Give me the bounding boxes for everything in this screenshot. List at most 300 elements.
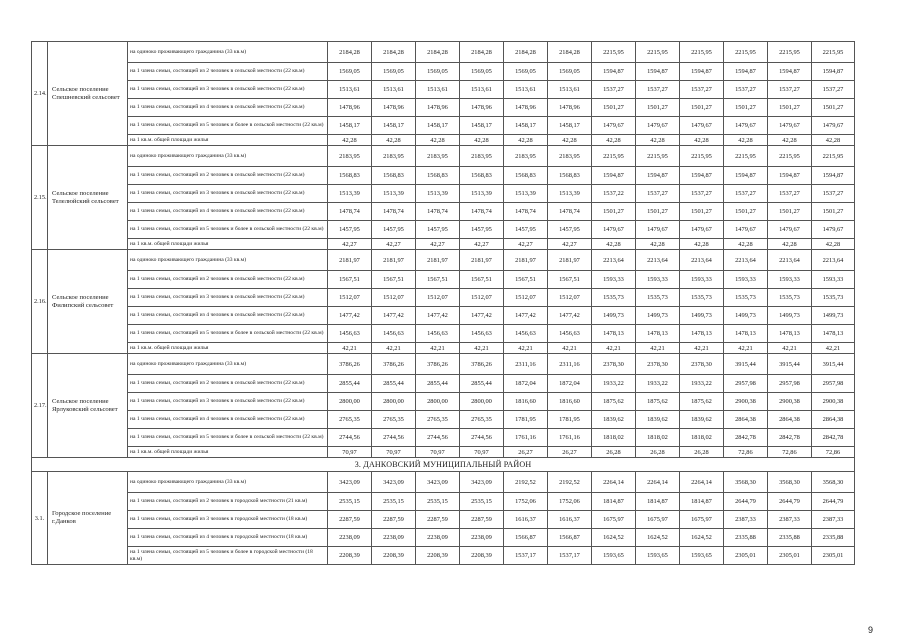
value-cell: 2215,95 — [812, 146, 855, 167]
value-cell: 1501,27 — [812, 99, 855, 117]
value-cell: 2183,95 — [460, 146, 504, 167]
value-cell: 2184,28 — [328, 42, 372, 63]
value-cell: 2238,09 — [372, 529, 416, 547]
row-description: на 1 члена семьи, состоящей из 4 человек в сельской местности (22 кв.м) — [128, 411, 328, 429]
value-cell: 1675,97 — [636, 511, 680, 529]
value-cell: 1839,62 — [680, 411, 724, 429]
value-cell: 1569,05 — [416, 63, 460, 81]
value-cell: 1456,63 — [372, 325, 416, 343]
value-cell: 1567,51 — [548, 271, 592, 289]
value-cell: 1593,33 — [812, 271, 855, 289]
value-cell: 2387,33 — [724, 511, 768, 529]
value-cell: 1535,73 — [636, 289, 680, 307]
value-cell: 2644,79 — [724, 493, 768, 511]
value-cell: 1593,33 — [680, 271, 724, 289]
row-description: на 1 члена семьи, состоящей из 2 человек в городской местности (21 кв.м) — [128, 493, 328, 511]
row-description: на 1 члена семьи, состоящей из 2 человек в сельской местности (22 кв.м) — [128, 375, 328, 393]
value-cell: 2744,56 — [416, 429, 460, 447]
value-cell: 1477,42 — [328, 307, 372, 325]
value-cell: 2842,78 — [812, 429, 855, 447]
value-cell: 2181,97 — [328, 250, 372, 271]
value-cell: 42,21 — [416, 343, 460, 354]
value-cell: 1569,05 — [460, 63, 504, 81]
value-cell: 1458,17 — [460, 117, 504, 135]
value-cell: 1594,87 — [636, 63, 680, 81]
value-cell: 2208,39 — [372, 547, 416, 565]
value-cell: 70,97 — [328, 447, 372, 458]
value-cell: 26,27 — [548, 447, 592, 458]
value-cell: 2183,95 — [504, 146, 548, 167]
row-number: 2.16. — [32, 250, 48, 354]
value-cell: 1477,42 — [416, 307, 460, 325]
value-cell: 72,86 — [768, 447, 812, 458]
tariff-table — [31, 41, 855, 565]
value-cell: 2215,95 — [680, 146, 724, 167]
value-cell: 42,21 — [636, 343, 680, 354]
table-row — [32, 429, 855, 447]
value-cell: 1479,67 — [812, 117, 855, 135]
value-cell: 2215,95 — [592, 42, 636, 63]
value-cell: 1537,27 — [636, 81, 680, 99]
value-cell: 2181,97 — [460, 250, 504, 271]
value-cell: 2842,78 — [768, 429, 812, 447]
value-cell: 1872,04 — [504, 375, 548, 393]
value-cell: 1456,63 — [328, 325, 372, 343]
value-cell: 2305,01 — [768, 547, 812, 565]
value-cell: 42,28 — [504, 135, 548, 146]
value-cell: 1537,27 — [724, 81, 768, 99]
value-cell: 1478,96 — [372, 99, 416, 117]
table-row — [32, 325, 855, 343]
value-cell: 42,28 — [724, 135, 768, 146]
value-cell: 1568,83 — [372, 167, 416, 185]
value-cell: 3786,26 — [460, 354, 504, 375]
value-cell: 2842,78 — [724, 429, 768, 447]
value-cell: 1814,87 — [680, 493, 724, 511]
value-cell: 3568,30 — [768, 472, 812, 493]
value-cell: 1458,17 — [548, 117, 592, 135]
value-cell: 1499,73 — [592, 307, 636, 325]
value-cell: 3915,44 — [724, 354, 768, 375]
value-cell: 1567,51 — [504, 271, 548, 289]
value-cell: 1513,61 — [504, 81, 548, 99]
value-cell: 1594,87 — [592, 167, 636, 185]
value-cell: 2765,35 — [460, 411, 504, 429]
value-cell: 2744,56 — [372, 429, 416, 447]
value-cell: 2305,01 — [724, 547, 768, 565]
table-row — [32, 117, 855, 135]
value-cell: 2215,95 — [636, 146, 680, 167]
table-row — [32, 375, 855, 393]
value-cell: 1479,67 — [636, 117, 680, 135]
value-cell: 2215,95 — [724, 42, 768, 63]
value-cell: 2192,52 — [548, 472, 592, 493]
value-cell: 26,28 — [680, 447, 724, 458]
value-cell: 1478,96 — [504, 99, 548, 117]
value-cell: 1761,16 — [504, 429, 548, 447]
value-cell: 1816,60 — [504, 393, 548, 411]
value-cell: 1478,13 — [768, 325, 812, 343]
value-cell: 1501,27 — [724, 99, 768, 117]
value-cell: 1501,27 — [636, 203, 680, 221]
value-cell: 42,27 — [504, 239, 548, 250]
value-cell: 1457,95 — [504, 221, 548, 239]
settlement-name: Сельское поселение Филипский сельсовет — [48, 250, 128, 354]
value-cell: 1593,65 — [636, 547, 680, 565]
value-cell: 1478,74 — [372, 203, 416, 221]
value-cell: 42,21 — [592, 343, 636, 354]
value-cell: 42,28 — [328, 135, 372, 146]
row-description: на 1 члена семьи, состоящей из 5 человек и более в сельской местности (22 кв.м) — [128, 221, 328, 239]
value-cell: 2264,14 — [680, 472, 724, 493]
table-row — [32, 146, 855, 167]
value-cell: 1761,16 — [548, 429, 592, 447]
value-cell: 1594,87 — [636, 167, 680, 185]
table-row — [32, 547, 855, 565]
value-cell: 1566,87 — [504, 529, 548, 547]
value-cell: 2287,59 — [328, 511, 372, 529]
value-cell: 2215,95 — [812, 42, 855, 63]
value-cell: 2864,38 — [724, 411, 768, 429]
value-cell: 1513,61 — [372, 81, 416, 99]
value-cell: 1593,33 — [724, 271, 768, 289]
value-cell: 1479,67 — [636, 221, 680, 239]
value-cell: 3786,26 — [372, 354, 416, 375]
value-cell: 2378,30 — [636, 354, 680, 375]
value-cell: 2335,88 — [812, 529, 855, 547]
table-row — [32, 411, 855, 429]
row-number: 3.1. — [32, 472, 48, 565]
value-cell: 1478,13 — [592, 325, 636, 343]
row-number: 2.17. — [32, 354, 48, 458]
value-cell: 42,28 — [680, 239, 724, 250]
value-cell: 2215,95 — [680, 42, 724, 63]
value-cell: 1569,05 — [372, 63, 416, 81]
value-cell: 1537,27 — [812, 185, 855, 203]
table-row — [32, 289, 855, 307]
value-cell: 1499,73 — [724, 307, 768, 325]
table-row — [32, 354, 855, 375]
row-description: на одиноко проживающего гражданина (33 кв.м) — [128, 472, 328, 493]
row-description: на одиноко проживающего гражданина (33 кв.м) — [128, 146, 328, 167]
value-cell: 1499,73 — [636, 307, 680, 325]
value-cell: 1537,22 — [592, 185, 636, 203]
value-cell: 42,27 — [372, 239, 416, 250]
value-cell: 70,97 — [372, 447, 416, 458]
value-cell: 2183,95 — [548, 146, 592, 167]
settlement-name: Городское поселение г.Данков — [48, 472, 128, 565]
value-cell: 42,21 — [504, 343, 548, 354]
value-cell: 2335,88 — [768, 529, 812, 547]
table-row — [32, 250, 855, 271]
value-cell: 1569,05 — [328, 63, 372, 81]
value-cell: 2213,64 — [680, 250, 724, 271]
value-cell: 3786,26 — [416, 354, 460, 375]
row-description: на 1 члена семьи, состоящей из 2 человек в сельской местности (22 кв.м) — [128, 63, 328, 81]
value-cell: 2215,95 — [592, 146, 636, 167]
value-cell: 42,28 — [548, 135, 592, 146]
value-cell: 1594,87 — [768, 167, 812, 185]
value-cell: 2765,35 — [372, 411, 416, 429]
value-cell: 1594,87 — [680, 63, 724, 81]
value-cell: 1457,95 — [460, 221, 504, 239]
value-cell: 1478,13 — [636, 325, 680, 343]
value-cell: 2957,98 — [768, 375, 812, 393]
value-cell: 2215,95 — [768, 146, 812, 167]
value-cell: 1875,62 — [680, 393, 724, 411]
value-cell: 3423,09 — [416, 472, 460, 493]
value-cell: 2215,95 — [768, 42, 812, 63]
value-cell: 1537,27 — [724, 185, 768, 203]
value-cell: 1479,67 — [724, 221, 768, 239]
value-cell: 2800,00 — [416, 393, 460, 411]
value-cell: 70,97 — [460, 447, 504, 458]
value-cell: 1537,17 — [548, 547, 592, 565]
value-cell: 1512,07 — [372, 289, 416, 307]
value-cell: 1537,27 — [592, 81, 636, 99]
value-cell: 1478,13 — [812, 325, 855, 343]
row-description: на 1 члена семьи, состоящей из 2 человек в сельской местности (22 кв.м) — [128, 271, 328, 289]
value-cell: 1535,73 — [592, 289, 636, 307]
value-cell: 1781,95 — [548, 411, 592, 429]
value-cell: 42,27 — [416, 239, 460, 250]
value-cell: 1513,61 — [548, 81, 592, 99]
value-cell: 2744,56 — [328, 429, 372, 447]
settlement-name: Сельское поселение Спешневский сельсовет — [48, 42, 128, 146]
row-description: на 1 члена семьи, состоящей из 4 человек в сельской местности (22 кв.м) — [128, 99, 328, 117]
value-cell: 1593,65 — [680, 547, 724, 565]
value-cell: 2957,98 — [724, 375, 768, 393]
value-cell: 1752,06 — [548, 493, 592, 511]
value-cell: 2181,97 — [416, 250, 460, 271]
row-description: на 1 члена семьи, состоящей из 5 человек и более в сельской местности (22 кв.м) — [128, 325, 328, 343]
value-cell: 1479,67 — [592, 221, 636, 239]
value-cell: 1616,37 — [548, 511, 592, 529]
value-cell: 42,28 — [636, 135, 680, 146]
value-cell: 3423,09 — [460, 472, 504, 493]
value-cell: 2184,28 — [372, 42, 416, 63]
value-cell: 1513,39 — [460, 185, 504, 203]
value-cell: 1457,95 — [416, 221, 460, 239]
value-cell: 1569,05 — [548, 63, 592, 81]
value-cell: 2181,97 — [504, 250, 548, 271]
value-cell: 2184,28 — [460, 42, 504, 63]
value-cell: 2213,64 — [724, 250, 768, 271]
value-cell: 1479,67 — [768, 221, 812, 239]
row-description: на 1 члена семьи, состоящей из 5 человек и более в сельской местности (22 кв.м) — [128, 117, 328, 135]
row-description: на 1 члена семьи, состоящей из 3 человек в сельской местности (22 кв.м) — [128, 81, 328, 99]
value-cell: 1513,61 — [416, 81, 460, 99]
value-cell: 1593,33 — [592, 271, 636, 289]
value-cell: 42,28 — [592, 239, 636, 250]
row-description: на 1 кв.м. общей площади жилья — [128, 343, 328, 354]
value-cell: 1624,52 — [680, 529, 724, 547]
value-cell: 1537,27 — [636, 185, 680, 203]
value-cell: 2208,39 — [416, 547, 460, 565]
value-cell: 1458,17 — [372, 117, 416, 135]
value-cell: 1513,39 — [372, 185, 416, 203]
value-cell: 2181,97 — [372, 250, 416, 271]
value-cell: 1593,33 — [768, 271, 812, 289]
row-description: на одиноко проживающего гражданина (33 кв.м) — [128, 354, 328, 375]
value-cell: 1479,67 — [724, 117, 768, 135]
value-cell: 42,28 — [812, 135, 855, 146]
table-row — [32, 511, 855, 529]
value-cell: 1933,22 — [636, 375, 680, 393]
value-cell: 72,86 — [724, 447, 768, 458]
value-cell: 42,28 — [768, 135, 812, 146]
value-cell: 1458,17 — [504, 117, 548, 135]
value-cell: 1499,73 — [812, 307, 855, 325]
value-cell: 3915,44 — [768, 354, 812, 375]
value-cell: 2800,00 — [372, 393, 416, 411]
value-cell: 1872,04 — [548, 375, 592, 393]
value-cell: 72,86 — [812, 447, 855, 458]
value-cell: 2800,00 — [328, 393, 372, 411]
value-cell: 1675,97 — [680, 511, 724, 529]
table-row — [32, 472, 855, 493]
row-description: на 1 члена семьи, состоящей из 5 человек и более в городской местности (18 кв.м) — [128, 547, 328, 565]
value-cell: 3568,30 — [724, 472, 768, 493]
value-cell: 1478,74 — [328, 203, 372, 221]
value-cell: 2208,39 — [460, 547, 504, 565]
page-number: 9 — [868, 625, 874, 635]
value-cell: 42,27 — [328, 239, 372, 250]
value-cell: 26,28 — [592, 447, 636, 458]
value-cell: 1513,61 — [460, 81, 504, 99]
value-cell: 1566,87 — [548, 529, 592, 547]
row-description: на 1 члена семьи, состоящей из 3 человек в сельской местности (22 кв.м) — [128, 185, 328, 203]
value-cell: 2264,14 — [636, 472, 680, 493]
table-row — [32, 493, 855, 511]
value-cell: 42,27 — [460, 239, 504, 250]
value-cell: 1675,97 — [592, 511, 636, 529]
value-cell: 1537,27 — [768, 81, 812, 99]
value-cell: 1457,95 — [548, 221, 592, 239]
row-description: на 1 члена семьи, состоящей из 2 человек в сельской местности (22 кв.м) — [128, 167, 328, 185]
value-cell: 42,21 — [460, 343, 504, 354]
value-cell: 2900,38 — [812, 393, 855, 411]
value-cell: 1478,74 — [548, 203, 592, 221]
value-cell: 1513,61 — [328, 81, 372, 99]
table-row — [32, 203, 855, 221]
value-cell: 1594,87 — [724, 63, 768, 81]
value-cell: 1499,73 — [768, 307, 812, 325]
row-description: на 1 члена семьи, состоящей из 4 человек в сельской местности (22 кв.м) — [128, 307, 328, 325]
value-cell: 1537,27 — [680, 185, 724, 203]
value-cell: 42,21 — [328, 343, 372, 354]
value-cell: 2765,35 — [328, 411, 372, 429]
table-row — [32, 447, 855, 458]
value-cell: 1594,87 — [812, 63, 855, 81]
value-cell: 2535,15 — [372, 493, 416, 511]
section-heading-row — [32, 458, 855, 472]
table-row — [32, 135, 855, 146]
value-cell: 1537,27 — [680, 81, 724, 99]
table-row — [32, 307, 855, 325]
value-cell: 2184,28 — [504, 42, 548, 63]
value-cell: 1499,73 — [680, 307, 724, 325]
row-description: на одиноко проживающего гражданина (33 кв.м) — [128, 250, 328, 271]
value-cell: 1456,63 — [548, 325, 592, 343]
value-cell: 1839,62 — [592, 411, 636, 429]
value-cell: 1479,67 — [680, 221, 724, 239]
row-description: на 1 члена семьи, состоящей из 4 человек в сельской местности (22 кв.м) — [128, 203, 328, 221]
value-cell: 1537,27 — [768, 185, 812, 203]
value-cell: 2800,00 — [460, 393, 504, 411]
table-row — [32, 343, 855, 354]
value-cell: 1839,62 — [636, 411, 680, 429]
value-cell: 42,21 — [372, 343, 416, 354]
row-number: 2.15. — [32, 146, 48, 250]
settlement-name: Сельское поселение Ярлуковский сельсовет — [48, 354, 128, 458]
value-cell: 1456,63 — [416, 325, 460, 343]
value-cell: 2215,95 — [636, 42, 680, 63]
value-cell: 1569,05 — [504, 63, 548, 81]
value-cell: 1535,73 — [812, 289, 855, 307]
table-row — [32, 63, 855, 81]
value-cell: 3423,09 — [372, 472, 416, 493]
value-cell: 1501,27 — [680, 99, 724, 117]
value-cell: 1875,62 — [592, 393, 636, 411]
value-cell: 1501,27 — [812, 203, 855, 221]
table-row — [32, 221, 855, 239]
row-description: на 1 члена семьи, состоящей из 5 человек и более в сельской местности (22 кв.м) — [128, 429, 328, 447]
table-row — [32, 167, 855, 185]
value-cell: 2305,01 — [812, 547, 855, 565]
value-cell: 2238,09 — [460, 529, 504, 547]
value-cell: 42,21 — [680, 343, 724, 354]
value-cell: 42,28 — [416, 135, 460, 146]
value-cell: 1501,27 — [636, 99, 680, 117]
value-cell: 2183,95 — [372, 146, 416, 167]
row-description: на 1 члена семьи, состоящей из 3 человек в сельской местности (22 кв.м) — [128, 393, 328, 411]
value-cell: 1818,02 — [680, 429, 724, 447]
value-cell: 1818,02 — [592, 429, 636, 447]
value-cell: 3423,09 — [328, 472, 372, 493]
value-cell: 42,21 — [548, 343, 592, 354]
table-row — [32, 185, 855, 203]
value-cell: 1479,67 — [812, 221, 855, 239]
value-cell: 1456,63 — [460, 325, 504, 343]
value-cell: 1933,22 — [592, 375, 636, 393]
value-cell: 42,27 — [548, 239, 592, 250]
value-cell: 1624,52 — [636, 529, 680, 547]
value-cell: 2900,38 — [724, 393, 768, 411]
value-cell: 1594,87 — [724, 167, 768, 185]
value-cell: 2181,97 — [548, 250, 592, 271]
value-cell: 2378,30 — [592, 354, 636, 375]
value-cell: 1512,07 — [460, 289, 504, 307]
value-cell: 2213,64 — [636, 250, 680, 271]
value-cell: 1512,07 — [416, 289, 460, 307]
value-cell: 42,28 — [724, 239, 768, 250]
table-row — [32, 99, 855, 117]
value-cell: 1567,51 — [372, 271, 416, 289]
value-cell: 1478,74 — [504, 203, 548, 221]
value-cell: 1501,27 — [768, 99, 812, 117]
value-cell: 2311,16 — [548, 354, 592, 375]
value-cell: 2335,88 — [724, 529, 768, 547]
value-cell: 2900,38 — [768, 393, 812, 411]
value-cell: 1814,87 — [592, 493, 636, 511]
value-cell: 1535,73 — [768, 289, 812, 307]
row-description: на 1 кв.м. общей площади жилья — [128, 447, 328, 458]
table-row — [32, 271, 855, 289]
value-cell: 1818,02 — [636, 429, 680, 447]
value-cell: 1537,27 — [812, 81, 855, 99]
value-cell: 1501,27 — [680, 203, 724, 221]
